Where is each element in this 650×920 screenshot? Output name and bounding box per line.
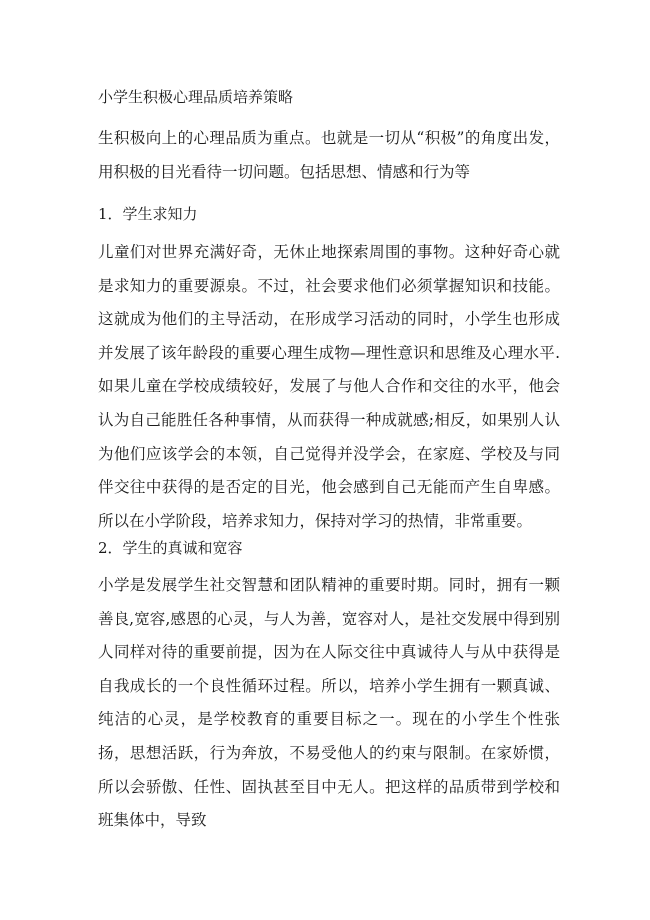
section-body-1: 儿童们对世界充满好奇，无休止地探索周围的事物。这种好奇心就是求知力的重要源泉。不过，社会要求他们必须掌握知识和技能。这就成为他们的主导活动，在形成学习活动的同时，小学生也形成并发展了该年龄段的重要心理生成物—理性意识和思维及心理水平.如果儿童在学校成绩较好，发展了与他人合作和交往的水平，他会认为自己能胜任各种事情，从而获得一种成就感;相反，如果别人认为他们应该学会的本领，自己觉得并没学会，在家庭、学校及与同伴交往中获得的是否定的目光，他会感到自己无能而产生自卑感。所以在小学阶段，培养求知力，保持对学习的热情，非常重要。	[98, 243, 560, 530]
section-heading-2: 2．学生的真诚和宽容	[98, 539, 243, 557]
section-body-2: 小学是发展学生社交智慧和团队精神的重要时期。同时，拥有一颗善良,宽容,感恩的心灵，与人为善，宽容对人，是社交发展中得到别人同样对待的重要前提，因为在人际交往中真诚待人与从中获得是自我成长的一个良性循环过程。所以，培养小学生拥有一颗真诚、纯洁的心灵，是学校教育的重要目标之一。现在的小学生个性张扬，思想活跃，行为奔放，不易受他人的约束与限制。在家娇惯，所以会骄傲、任性、固执甚至目中无人。把这样的品质带到学校和班集体中，导致	[98, 576, 560, 830]
document-title: 小学生积极心理品质培养策略	[98, 88, 294, 106]
section-heading-1: 1．学生求知力	[98, 205, 198, 223]
intro-paragraph: 生积极向上的心理品质为重点。也就是一切从“积极”的角度出发，用积极的目光看待一切问题。包括思想、情感和行为等	[98, 129, 560, 181]
